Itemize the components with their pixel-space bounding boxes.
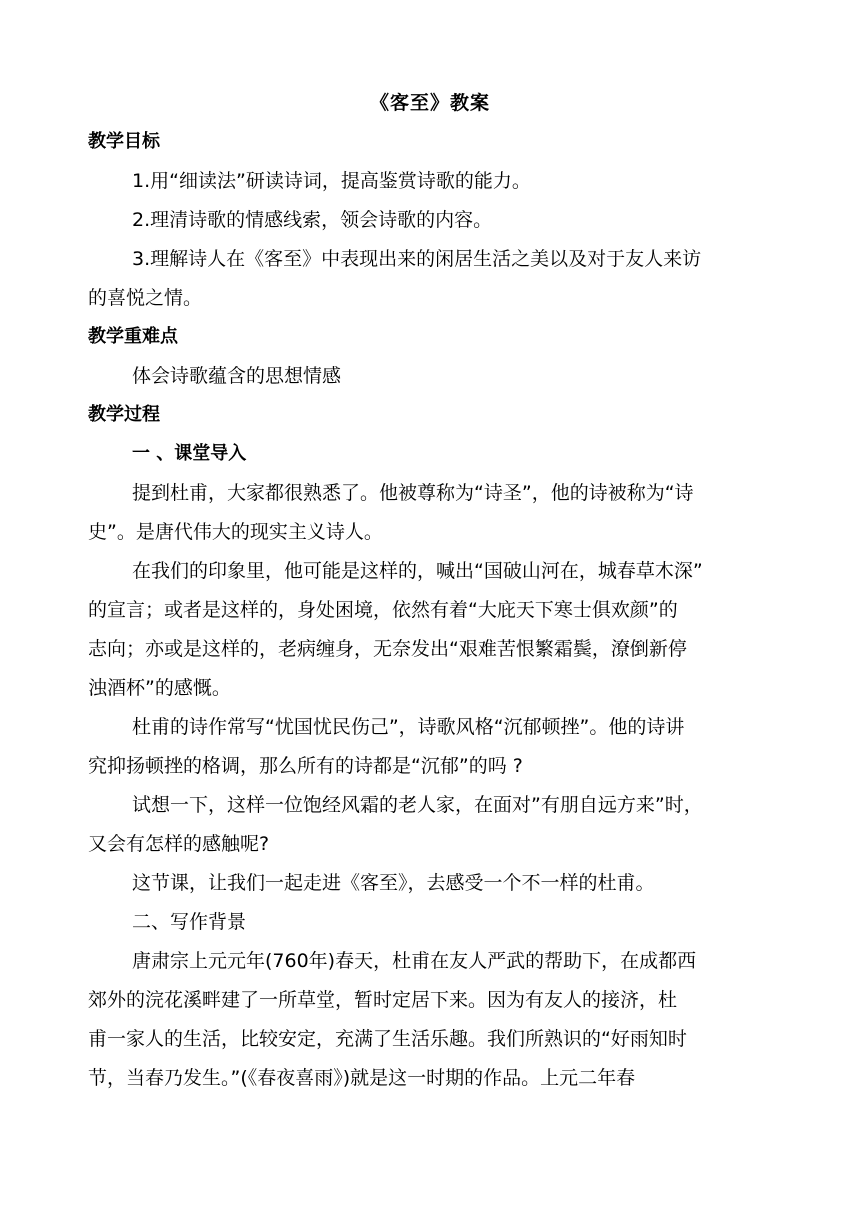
process-line-8: 究抑扬顿挫的格调，那么所有的诗都是“沉郁”的吗 ? <box>88 755 523 777</box>
process-line-2: 史”。是唐代伟大的现实主义诗人。 <box>88 521 383 543</box>
process-line-5: 志向；亦或是这样的，老病缠身，无奈发出“艰难苦恨繁霜鬓，潦倒新停 <box>88 638 687 660</box>
document-title: 《客至》教案 <box>369 92 490 114</box>
background-line-1: 唐肃宗上元元年(760年)春天，杜甫在友人严武的帮助下，在成都西 <box>132 950 697 972</box>
part1-heading: 一 、课堂导入 <box>132 443 247 464</box>
background-line-3: 甫一家人的生活，比较安定，充满了生活乐趣。我们所熟识的“好雨知时 <box>88 1028 687 1050</box>
background-line-2: 郊外的浣花溪畔建了一所草堂，暂时定居下来。因为有友人的接济，杜 <box>88 989 678 1011</box>
section-heading-objectives: 教学目标 <box>88 131 160 152</box>
process-line-6: 浊酒杯”的感慨。 <box>88 677 231 699</box>
key-point-line-1: 体会诗歌蕴含的思想情感 <box>132 365 342 387</box>
objective-line-3: 3.理解诗人在《客至》中表现出来的闲居生活之美以及对于友人来访 <box>132 248 702 270</box>
objective-line-4: 的喜悦之情。 <box>88 287 203 309</box>
part2-heading: 二、写作背景 <box>132 911 247 933</box>
process-line-9: 试想一下，这样一位饱经风霜的老人家，在面对”有朋自远方来”时， <box>132 794 703 816</box>
process-line-3: 在我们的印象里，他可能是这样的，喊出“国破山河在，城春草木深” <box>132 560 703 582</box>
section-heading-key-points: 教学重难点 <box>88 326 178 347</box>
process-line-11: 这节课，让我们一起走进《客至》，去感受一个不一样的杜甫。 <box>132 872 655 894</box>
process-line-10: 又会有怎样的感触呢? <box>88 833 270 855</box>
process-line-7: 杜甫的诗作常写“忧国忧民伤己”，诗歌风格“沉郁顿挫”。他的诗讲 <box>132 716 685 738</box>
section-heading-process: 教学过程 <box>88 404 160 425</box>
objective-line-2: 2.理清诗歌的情感线索，领会诗歌的内容。 <box>132 209 493 231</box>
process-line-4: 的宣言；或者是这样的，身处困境，依然有着“大庇天下寒士俱欢颜”的 <box>88 599 678 621</box>
process-line-1: 提到杜甫，大家都很熟悉了。他被尊称为“诗圣”，他的诗被称为“诗 <box>132 482 694 504</box>
objective-line-1: 1.用“细读法”研读诗词，提高鉴赏诗歌的能力。 <box>132 170 531 192</box>
background-line-4: 节，当春乃发生。”(《春夜喜雨》)就是这一时期的作品。上元二年春 <box>88 1067 636 1089</box>
